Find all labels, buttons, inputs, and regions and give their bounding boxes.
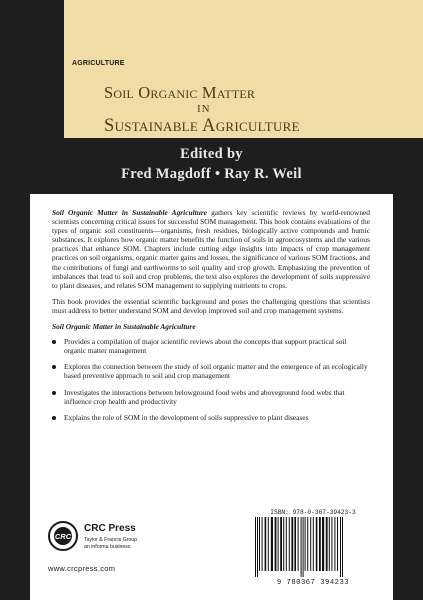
barcode-bar: [342, 517, 343, 577]
barcode-bar: [303, 517, 304, 577]
publisher-name: CRC Press: [84, 523, 136, 534]
barcode-block: [249, 509, 377, 589]
book-title-inline: Soil Organic Matter in Sustainable Agriculture: [52, 208, 207, 217]
barcode-bar: [280, 517, 282, 571]
barcode-bar: [278, 517, 279, 571]
list-item: Explores the connection between the study of soil organic matter and the emergence of an ecologically based preventive approach to soil and crop management: [52, 362, 370, 380]
barcode-bar: [331, 517, 332, 571]
title-line-3: Sustainable Agriculture: [104, 116, 300, 136]
barcode-bar: [294, 517, 296, 571]
edited-by-label: Edited by: [180, 146, 243, 162]
barcode-bar: [337, 517, 338, 571]
isbn-label: ISBN: 978-0-367-39423-3: [270, 509, 356, 516]
features-list: [52, 337, 370, 422]
barcode-bar: [271, 517, 273, 571]
barcode-bar: [329, 517, 330, 571]
barcode-bar: [305, 517, 306, 571]
barcode-bar: [259, 517, 260, 571]
list-item: Provides a compilation of major scientific reviews about the concepts that support practical soil organic matter management: [52, 337, 370, 355]
barcode-bar: [313, 517, 314, 571]
barcode-bar: [286, 517, 287, 571]
description-text: [52, 208, 370, 429]
barcode-bar: [262, 517, 263, 571]
title-line-1: Soil Organic Matter: [104, 83, 256, 102]
barcode-bar: [340, 517, 341, 577]
publisher-logo: [48, 517, 178, 577]
barcode-bar: [257, 517, 258, 577]
barcode-bar: [319, 517, 321, 571]
barcode-bar: [283, 517, 284, 571]
barcode-bar: [289, 517, 290, 571]
editors-names: Fred Magdoff • Ray R. Weil: [121, 166, 302, 182]
description-paragraph-2: This book provides the essential scientific background and poses the challenging questions that scientists must address to better understand SOM and develop improved soil and crop management systems.: [52, 296, 370, 315]
title-panel: [64, 0, 423, 138]
features-heading: Soil Organic Matter in Sustainable Agriculture: [52, 322, 196, 332]
series-label: AGRICULTURE: [72, 60, 125, 67]
barcode-bar: [334, 517, 335, 571]
barcode-bar: [307, 517, 308, 571]
description-panel: [30, 194, 393, 600]
title-line-2: IN: [197, 103, 211, 115]
barcode-bar: [310, 517, 311, 571]
barcode-bar: [265, 517, 267, 571]
publisher-url: www.crcpress.com: [48, 564, 116, 573]
publisher-group-name: Taylor & Francis Group: [84, 537, 138, 543]
description-paragraph-1: [52, 208, 370, 290]
barcode-number: 9 780367 394233: [276, 579, 350, 587]
publisher-tagline: an informa business: [84, 543, 131, 550]
barcode-bar: [275, 517, 277, 571]
barcode-bar: [268, 517, 269, 571]
list-item: Explains the role of SOM in the development of soils suppressive to plant diseases: [52, 413, 370, 422]
barcode-image: [253, 517, 373, 577]
barcode-bar: [291, 517, 293, 571]
barcode-bar: [322, 517, 324, 571]
barcode-bar: [298, 517, 299, 571]
crc-logo-icon: [48, 521, 78, 551]
list-item: Investigates the interactions between belowground food webs and aboveground food webs that influence crop health and productivity: [52, 388, 370, 406]
publisher-group: [84, 537, 137, 550]
barcode-bar: [255, 517, 256, 577]
logo-letters: CRC: [54, 532, 72, 541]
barcode-bar: [326, 517, 328, 571]
barcode-bar: [301, 517, 302, 577]
description-paragraph-1-text: gathers key scientific reviews by world-renowned scientists concerning critical issues for successful SOM management. This book contains evaluations of the types of organic soil constituents—organisms, fresh residues, biologically active compounds and humic substances. It explores how organic matter benefits the function of soils in agroecosystems and the various practices that enhance SOM. Chapters include cutting edge insights into impacts of crop management practices on soil organisms, organic matter gains and losses, the significance of various SOM fractions, and the contributions of fungi and earthworms to soil quality and crop growth. Emphasizing the prevention of imbalances that lead to soil and crop problems, the text also explores the development of soils suppressive to plant diseases, and relates SOM management to supplying nutrients to crops.: [52, 208, 370, 290]
barcode-bar: [316, 517, 318, 571]
